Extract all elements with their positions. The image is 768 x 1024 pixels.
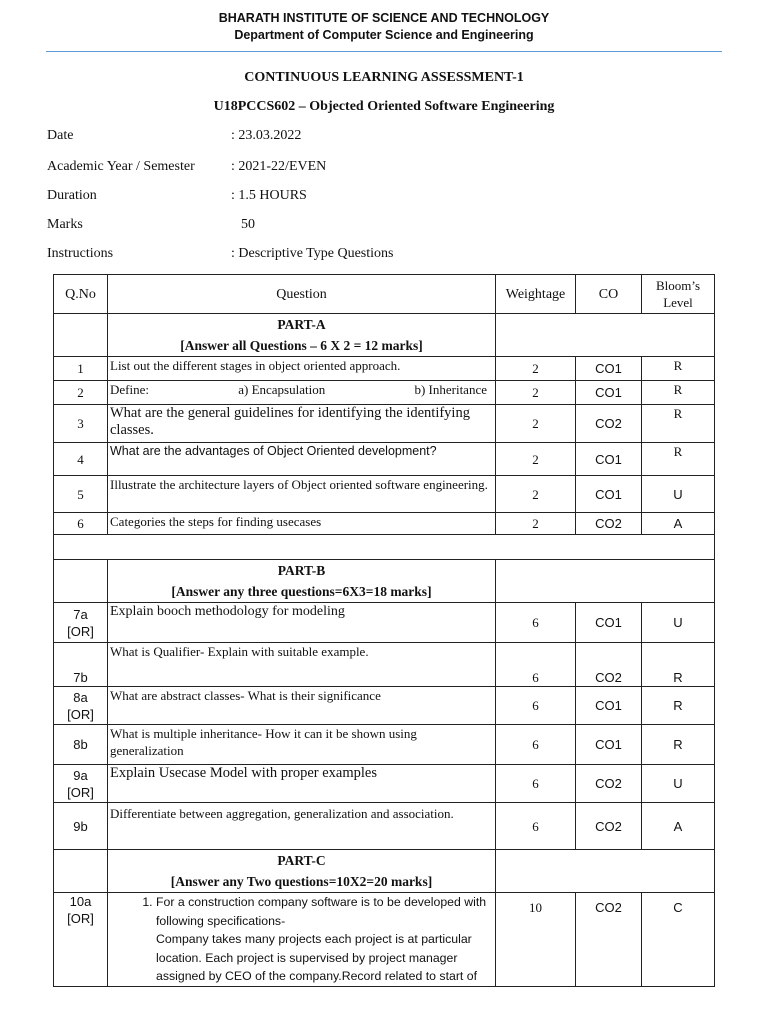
table-row: [54, 643, 715, 687]
part-b-subtitle: [Answer any three questions=6X3=18 marks]: [171, 584, 432, 599]
meta-value: : 2021-22/EVEN: [231, 159, 327, 174]
or-label: [OR]: [67, 911, 94, 926]
weightage: 2: [496, 443, 576, 476]
meta-key: Instructions: [47, 246, 114, 261]
bloom-level: U: [642, 765, 715, 803]
qno: 9a [OR]: [54, 765, 108, 803]
qno: 2: [54, 381, 108, 405]
weightage: 6: [496, 687, 576, 725]
or-label: [OR]: [67, 706, 94, 722]
bloom-level: A: [642, 513, 715, 535]
exam-title: CONTINUOUS LEARNING ASSESSMENT-1: [244, 70, 524, 85]
header-weightage: Weightage: [496, 275, 576, 314]
weightage: 2: [496, 405, 576, 443]
spacer-row: [54, 535, 715, 560]
institute-name: BHARATH INSTITUTE OF SCIENCE AND TECHNOLOGY: [218, 11, 550, 25]
co: CO1: [576, 725, 642, 765]
co: CO2: [576, 803, 642, 850]
qno: 7b: [54, 643, 108, 687]
header-co: CO: [576, 275, 642, 314]
question-text: Categories the steps for finding usecases: [108, 513, 496, 535]
weightage: 6: [496, 803, 576, 850]
qno: 6: [54, 513, 108, 535]
table-row: [54, 725, 715, 765]
bloom-level: R: [642, 405, 715, 443]
table-row: [54, 405, 715, 443]
meta-value: : Descriptive Type Questions: [231, 246, 394, 261]
question-text: What is Qualifier- Explain with suitable example.: [108, 643, 496, 687]
co: CO1: [576, 381, 642, 405]
bloom-level: R: [642, 725, 715, 765]
qno: 3: [54, 405, 108, 443]
bloom-level: C: [642, 893, 715, 987]
part-a-heading-row: [54, 314, 715, 357]
question-text: Explain booch methodology for modeling: [108, 603, 496, 643]
weightage: 6: [496, 765, 576, 803]
co: CO1: [576, 476, 642, 513]
table-row: [54, 687, 715, 725]
header-qno: Q.No: [54, 275, 108, 314]
qno: 4: [54, 443, 108, 476]
part-b-heading: [108, 560, 496, 603]
part-a-title: PART-A: [277, 317, 326, 332]
weightage: 2: [496, 513, 576, 535]
weightage: 2: [496, 357, 576, 381]
co: CO2: [576, 405, 642, 443]
question-text: What are the advantages of Object Oriented development?: [108, 443, 496, 476]
part-c-title: PART-C: [277, 853, 326, 868]
weightage: 2: [496, 381, 576, 405]
table-row: [54, 513, 715, 535]
table-row: [54, 381, 715, 405]
bloom-level: R: [642, 443, 715, 476]
table-header-row: [54, 275, 715, 314]
qno: 10a [OR]: [54, 893, 108, 987]
table-row: [54, 476, 715, 513]
qno: 5: [54, 476, 108, 513]
table-row: [54, 893, 715, 987]
question-part: Define:: [110, 382, 149, 397]
meta-value: 50: [241, 217, 255, 232]
part-c-heading-row: [54, 850, 715, 893]
co: CO2: [576, 513, 642, 535]
part-c-heading: [108, 850, 496, 893]
qno: 7a [OR]: [54, 603, 108, 643]
meta-key: Academic Year / Semester: [47, 159, 195, 174]
part-c-subtitle: [Answer any Two questions=10X2=20 marks]: [170, 874, 433, 889]
weightage: 6: [496, 603, 576, 643]
bloom-level: U: [642, 476, 715, 513]
weightage: 6: [496, 643, 576, 687]
weightage: 6: [496, 725, 576, 765]
question-text: List out the different stages in object oriented approach.: [108, 357, 496, 381]
meta-value: : 1.5 HOURS: [231, 188, 307, 203]
or-label: [OR]: [67, 623, 94, 639]
table-row: [54, 357, 715, 381]
weightage: 10: [496, 893, 576, 987]
part-a-subtitle: [Answer all Questions – 6 X 2 = 12 marks]: [180, 338, 423, 353]
table-row: [54, 443, 715, 476]
header-bloom: Bloom’s Level: [642, 275, 715, 314]
question-part: a) Encapsulation: [238, 382, 326, 397]
question-text: What is multiple inheritance- How it can it be shown using generalization: [108, 725, 496, 765]
question-text: [108, 893, 496, 987]
question-list-item: 1. For a construction company software is to be developed with following specifications-: [156, 893, 493, 930]
part-b-heading-row: [54, 560, 715, 603]
co: CO2: [576, 765, 642, 803]
or-label: [OR]: [67, 784, 94, 800]
question-body: Company takes many projects each project is at particular location. Each project is supervised by project manager assigned by CEO of the company.Record related to start of: [156, 932, 478, 983]
bloom-level: R: [642, 381, 715, 405]
qno: 8b: [54, 725, 108, 765]
course-title: U18PCCS602 – Objected Oriented Software Engineering: [213, 99, 555, 114]
question-table: [53, 274, 715, 987]
bloom-level: U: [642, 603, 715, 643]
co: CO2: [576, 643, 642, 687]
table-row: [54, 803, 715, 850]
department-name: Department of Computer Science and Engineering: [234, 28, 534, 42]
weightage: 2: [496, 476, 576, 513]
header-divider: [46, 51, 722, 52]
table-row: [54, 765, 715, 803]
co: CO1: [576, 687, 642, 725]
part-a-heading: [108, 314, 496, 357]
question-text: What are abstract classes- What is their significance: [108, 687, 496, 725]
question-text: Illustrate the architecture layers of Object oriented software engineering.: [108, 476, 496, 513]
question-text: Explain Usecase Model with proper examples: [108, 765, 496, 803]
question-part: b) Inheritance: [414, 382, 487, 397]
bloom-level: R: [642, 687, 715, 725]
question-text: What are the general guidelines for identifying the identifying classes.: [108, 405, 496, 443]
header-question: Question: [108, 275, 496, 314]
table-row: [54, 603, 715, 643]
bloom-level: R: [642, 643, 715, 687]
co: CO2: [576, 893, 642, 987]
co: CO1: [576, 443, 642, 476]
qno: 9b: [54, 803, 108, 850]
bloom-level: A: [642, 803, 715, 850]
meta-key: Marks: [47, 217, 83, 232]
question-text: Differentiate between aggregation, generalization and association.: [108, 803, 496, 850]
co: CO1: [576, 357, 642, 381]
part-b-title: PART-B: [277, 563, 326, 578]
meta-key: Duration: [47, 188, 97, 203]
meta-value: : 23.03.2022: [231, 128, 302, 143]
meta-key: Date: [47, 128, 74, 143]
question-text: [108, 381, 496, 405]
qno: 8a [OR]: [54, 687, 108, 725]
co: CO1: [576, 603, 642, 643]
bloom-level: R: [642, 357, 715, 381]
qno: 1: [54, 357, 108, 381]
